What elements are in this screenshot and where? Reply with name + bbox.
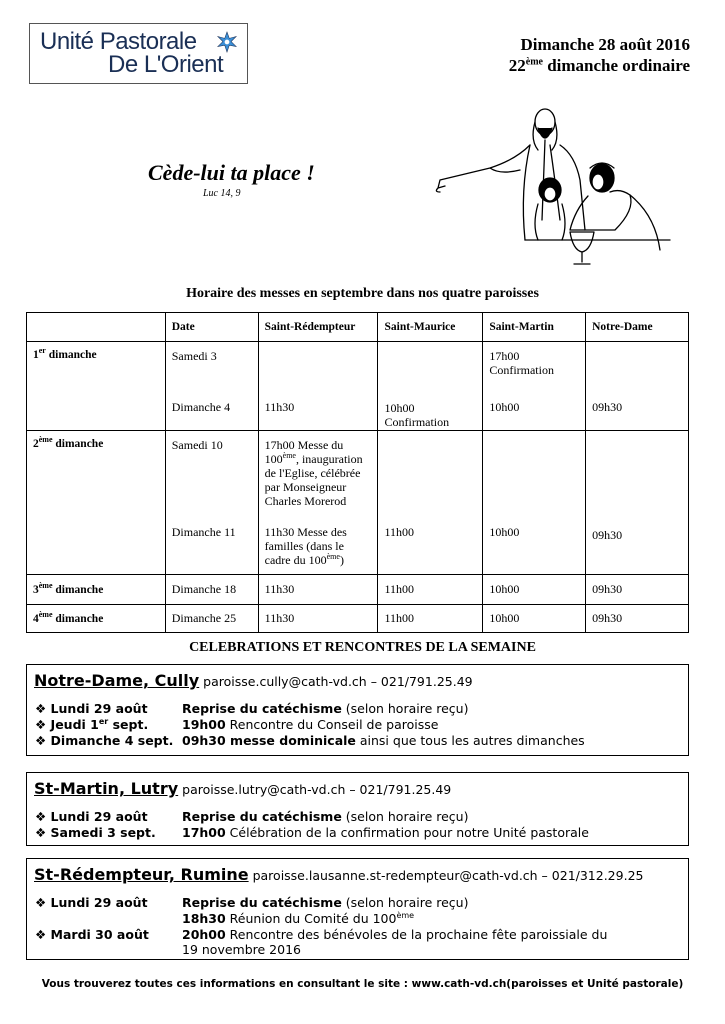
parish-name: Notre-Dame, Cully [34, 671, 200, 690]
jesus-at-table-drawing [430, 100, 685, 270]
saint-redempteur-cell: 11h30 [258, 605, 378, 633]
parish-box-notre-dame: Notre-Dame, Cully paroisse.cully@cath-vd.ch – 021/791.25.49 ❖ Lundi 29 août Reprise du catéchisme (selon horaire reçu) ❖ Jeudi 1er sept. 19h00 Rencontre du Conseil de paroisse ❖ Dimanche 4 sept. 09h30 messe dominicale ainsi que tous les autres dimanches [26, 664, 689, 756]
saint-maurice-cell: 10h00 Confirmation [378, 342, 483, 431]
saint-maurice-cell: 11h00 [378, 605, 483, 633]
notre-dame-cell: 09h30 [586, 431, 689, 575]
motto-reference: Luc 14, 9 [203, 188, 241, 199]
notre-dame-cell: 09h30 [586, 575, 689, 605]
logo-line2: De L'Orient [108, 51, 224, 78]
saint-martin-cell: 10h00 [483, 431, 586, 575]
parish-header [34, 671, 473, 690]
schedule-header-row [27, 313, 689, 342]
schedule-table [26, 312, 689, 633]
saint-maurice-cell: 11h00 [378, 431, 483, 575]
logo [29, 23, 248, 84]
header-notre-dame: Notre-Dame [586, 313, 689, 342]
schedule-title: Horaire des messes en septembre dans nos quatre paroisses [186, 286, 539, 301]
saint-martin-cell: 10h00 [483, 575, 586, 605]
header-sunday: 22ème dimanche ordinaire [508, 56, 690, 75]
row-label: 4ème dimanche [27, 605, 166, 633]
parish-header [34, 865, 643, 884]
date-cell: Dimanche 25 [165, 605, 258, 633]
schedule-row-2 [27, 431, 689, 575]
header-empty [27, 313, 166, 342]
parish-name: St-Martin, Lutry [34, 779, 179, 798]
date-cell: Samedi 10 Dimanche 11 [165, 431, 258, 575]
parish-header [34, 779, 451, 798]
header-saint-martin: Saint-Martin [483, 313, 586, 342]
saint-redempteur-cell: 17h00 Messe du 100ème, inauguration de l'Eglise, célébrée par Monseigneur Charles Morerod 11h30 Messe des familles (dans le cadre du 100ème) [258, 431, 378, 575]
saint-maurice-cell: 11h00 [378, 575, 483, 605]
schedule-row-3 [27, 575, 689, 605]
blue-star-icon [216, 31, 238, 53]
header-saint-maurice: Saint-Maurice [378, 313, 483, 342]
date-cell: Samedi 3 Dimanche 4 [165, 342, 258, 431]
header-saint-redempteur: Saint-Rédempteur [258, 313, 378, 342]
celebrations-title: CELEBRATIONS ET RENCONTRES DE LA SEMAINE [189, 640, 536, 655]
row-label: 1er dimanche [27, 342, 166, 431]
header-date: Date [165, 313, 258, 342]
notre-dame-cell: 09h30 [586, 342, 689, 431]
parish-contact: paroisse.lausanne.st-redempteur@cath-vd.ch – 021/312.29.25 [248, 868, 644, 883]
motto: Cède-lui ta place ! [148, 160, 315, 185]
row-label: 2ème dimanche [27, 431, 166, 575]
parish-contact: paroisse.lutry@cath-vd.ch – 021/791.25.49 [178, 782, 452, 797]
parish-contact: paroisse.cully@cath-vd.ch – 021/791.25.49 [199, 674, 473, 689]
parish-name: St-Rédempteur, Rumine [34, 865, 249, 884]
schedule-row-4 [27, 605, 689, 633]
header-date: Dimanche 28 août 2016 [520, 35, 690, 54]
parish-box-st-redempteur: St-Rédempteur, Rumine paroisse.lausanne.st-redempteur@cath-vd.ch – 021/312.29.25 ❖ Lundi 29 août Reprise du catéchisme (selon horaire reçu) 18h30 Réunion du Comité du 100ème ❖ Mardi 30 août 20h00 Rencontre des bénévoles de la prochaine fête paroissiale du 19 novembre 2016 [26, 858, 689, 960]
saint-martin-cell: 17h00 Confirmation 10h00 [483, 342, 586, 431]
saint-redempteur-cell: 11h30 [258, 342, 378, 431]
row-label: 3ème dimanche [27, 575, 166, 605]
logo-line1: Unité Pastorale [40, 28, 197, 55]
notre-dame-cell: 09h30 [586, 605, 689, 633]
saint-redempteur-cell: 11h30 [258, 575, 378, 605]
saint-martin-cell: 10h00 [483, 605, 586, 633]
schedule-row-1 [27, 342, 689, 431]
parish-box-st-martin: St-Martin, Lutry paroisse.lutry@cath-vd.ch – 021/791.25.49 ❖ Lundi 29 août Reprise du catéchisme (selon horaire reçu) ❖ Samedi 3 sept. 17h00 Célébration de la confirmation pour notre Unité pastorale [26, 772, 689, 846]
footer-note: Vous trouverez toutes ces informations en consultant le site : www.cath-vd.ch(paroisses et Unité pastorale) [41, 978, 684, 990]
date-cell: Dimanche 18 [165, 575, 258, 605]
